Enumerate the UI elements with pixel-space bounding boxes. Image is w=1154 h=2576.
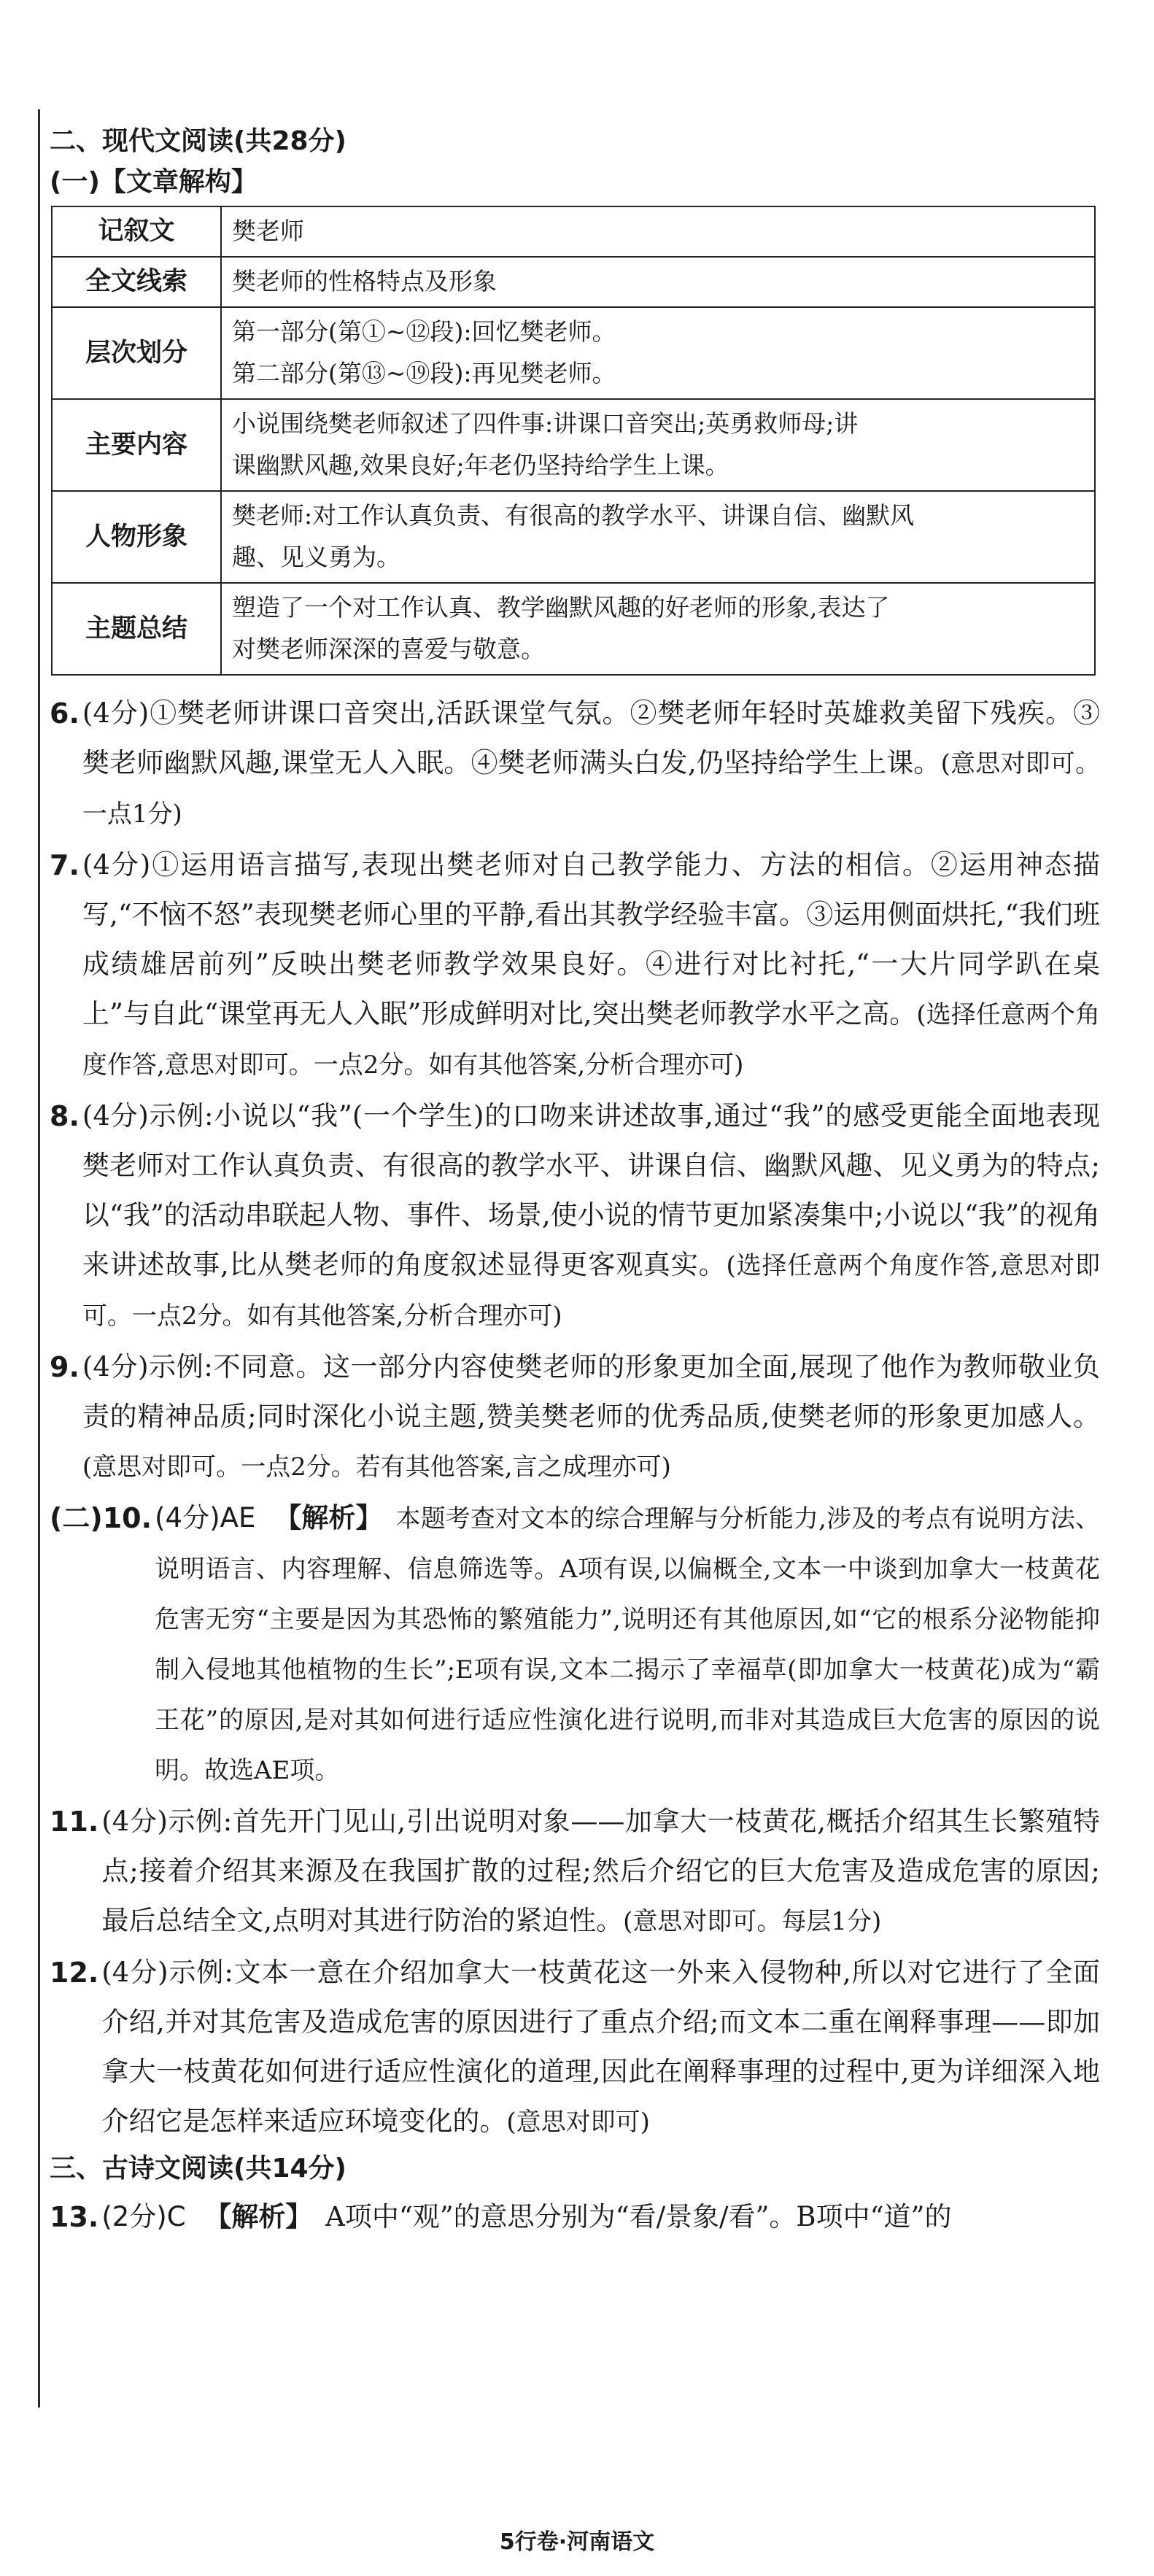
part1-title: (一)【文章解构】 xyxy=(50,167,257,197)
row-label: 全文线索 xyxy=(52,257,221,307)
question-7 xyxy=(50,840,1100,1090)
row-content-line: 樊老师:对工作认真负责、有很高的教学水平、讲课自信、幽默风 xyxy=(232,501,915,530)
question-number: 9. xyxy=(50,1351,80,1383)
question-11 xyxy=(50,1797,1100,1946)
question-number: 12. xyxy=(50,1957,99,1989)
answer-text: (4分)示例:小说以“我”(一个学生)的口吻来讲述故事,通过“我”的感受更能全面地表现樊老师对工作认真负责、有很高的教学水平、讲课自信、幽默风趣、见义勇为的特点;以“我”的活动串联起人物、事件、场景,使小说的情节更加紧凑集中;小说以“我”的视角来讲述故事,比从樊老师的角度叙述显得更客观真实。 xyxy=(82,1100,1100,1280)
row-content-line: 第一部分(第①~⑫段):回忆樊老师。 xyxy=(232,317,616,346)
structure-row xyxy=(52,399,1095,491)
row-content xyxy=(221,583,1095,675)
question-number: 8. xyxy=(50,1100,80,1132)
analysis-tag: 【解析】 xyxy=(204,2201,313,2232)
row-content-line: 趣、见义勇为。 xyxy=(232,543,400,571)
answer-text: (4分)①樊老师讲课口音突出,活跃课堂气氛。②樊老师年轻时英雄救美留下残疾。③樊老师幽默风趣,课堂无人入眠。④樊老师满头白发,仍坚持给学生上课。 xyxy=(82,697,1100,778)
section2-title: 二、现代文阅读(共28分) xyxy=(50,126,347,156)
question-12 xyxy=(50,1948,1100,2147)
answer-text: (4分)示例:首先开门见山,引出说明对象——加拿大一枝黄花,概括介绍其生长繁殖特点;接着介绍其来源及在我国扩散的过程;然后介绍它的巨大危害及造成危害的原因;最后总结全文,点明对其进行防治的紧迫性。 xyxy=(101,1806,1100,1936)
left-margin-rule xyxy=(38,109,40,2407)
structure-row xyxy=(52,257,1095,307)
section3-title: 三、古诗文阅读(共14分) xyxy=(50,2154,347,2184)
question-list-part2 xyxy=(50,1797,1100,2147)
row-content-line: 对樊老师深深的喜爱与敬意。 xyxy=(232,635,545,663)
row-label: 人物形象 xyxy=(52,491,221,583)
answer-choice: (4分)AE xyxy=(155,1502,256,1533)
row-content-line: 塑造了一个对工作认真、教学幽默风趣的好老师的形象,表达了 xyxy=(232,593,890,622)
scoring-note: (意思对即可。每层1分) xyxy=(623,1907,882,1936)
row-label: 记叙文 xyxy=(52,206,221,257)
answer-choice: (2分)C xyxy=(101,2201,186,2232)
answer-text: (4分)①运用语言描写,表现出樊老师对自己教学能力、方法的相信。②运用神态描写,“不恼不怒”表现樊老师心里的平静,看出其教学经验丰富。③运用侧面烘托,“我们班成绩雄居前列”反映出樊老师教学效果良好。④进行对比衬托,“一大片同学趴在桌上”与自此“课堂再无人入眠”形成鲜明对比,突出樊老师教学水平之高。 xyxy=(82,849,1100,1029)
answer-text: (4分)示例:不同意。这一部分内容使樊老师的形象更加全面,展现了他作为教师敬业负责的精神品质;同时深化小说主题,赞美樊老师的优秀品质,使樊老师的形象更加感人。 xyxy=(82,1351,1100,1432)
row-content xyxy=(221,399,1095,491)
scoring-note: (选择任意两个角度作答,意思对即可。一点2分。如有其他答案,分析合理亦可) xyxy=(82,1000,1100,1080)
scoring-note: (意思对即可。一点1分) xyxy=(82,749,1100,829)
question-9 xyxy=(50,1342,1100,1492)
question-8 xyxy=(50,1091,1100,1341)
row-content-line: 樊老师的性格特点及形象 xyxy=(232,267,497,295)
row-content xyxy=(221,307,1095,399)
row-content xyxy=(221,206,1095,257)
row-content xyxy=(221,257,1095,307)
page-footer: 5行卷·河南语文 xyxy=(499,2529,655,2555)
row-content xyxy=(221,491,1095,583)
page-content xyxy=(50,124,1100,2243)
question-number: 13. xyxy=(50,2201,99,2233)
scoring-note: (选择任意两个角度作答,意思对即可。一点2分。如有其他答案,分析合理亦可) xyxy=(82,1251,1100,1331)
structure-table xyxy=(51,206,1096,676)
analysis-tag: 【解析】 xyxy=(274,1502,383,1533)
row-content-line: 小说围绕樊老师叙述了四件事:讲课口音突出;英勇救师母;讲 xyxy=(232,409,859,438)
row-content-line: 课幽默风趣,效果良好;年老仍坚持给学生上课。 xyxy=(232,451,729,479)
question-number: 7. xyxy=(50,849,80,881)
analysis-text: 本题考查对文本的综合理解与分析能力,涉及的考点有说明方法、说明语言、内容理解、信息筛选等。A项有误,以偏概全,文本一中谈到加拿大一枝黄花危害无穷“主要是因为其恐怖的繁殖能力”,说明还有其他原因,如“它的根系分泌物能抑制入侵地其他植物的生长”;E项有误,文本二揭示了幸福草(即加拿大一枝黄花)成为“霸王花”的原因,是对其如何进行适应性演化进行说明,而非对其造成巨大危害的原因的说明。故选AE项。 xyxy=(155,1504,1100,1785)
question-list-part1 xyxy=(50,689,1100,1492)
row-content-line: 第二部分(第⑬~⑲段):再见樊老师。 xyxy=(232,359,616,387)
row-label: 层次划分 xyxy=(52,307,221,399)
question-10 xyxy=(50,1493,1100,1795)
structure-row xyxy=(52,583,1095,675)
row-label: 主题总结 xyxy=(52,583,221,675)
question-number: 11. xyxy=(50,1806,99,1838)
structure-row xyxy=(52,307,1095,399)
structure-row xyxy=(52,206,1095,257)
question-number: (二)10. xyxy=(50,1502,152,1534)
scoring-note: (意思对即可) xyxy=(506,2108,650,2137)
answer-text: (4分)示例:文本一意在介绍加拿大一枝黄花这一外来入侵物种,所以对它进行了全面介绍,并对其危害及造成危害的原因进行了重点介绍;而文本二重在阐释事理——即加拿大一枝黄花如何进行适应性演化的道理,因此在阐释事理的过程中,更为详细深入地介绍它是怎样来适应环境变化的。 xyxy=(101,1957,1100,2137)
analysis-text: A项中“观”的意思分别为“看/景象/看”。B项中“道”的 xyxy=(325,2201,952,2232)
scoring-note: (意思对即可。一点2分。若有其他答案,言之成理亦可) xyxy=(82,1453,671,1482)
question-number: 6. xyxy=(50,697,80,730)
row-label: 主要内容 xyxy=(52,399,221,491)
row-content-line: 樊老师 xyxy=(232,217,304,245)
structure-row xyxy=(52,491,1095,583)
question-6 xyxy=(50,689,1100,839)
question-13 xyxy=(50,2192,1100,2242)
